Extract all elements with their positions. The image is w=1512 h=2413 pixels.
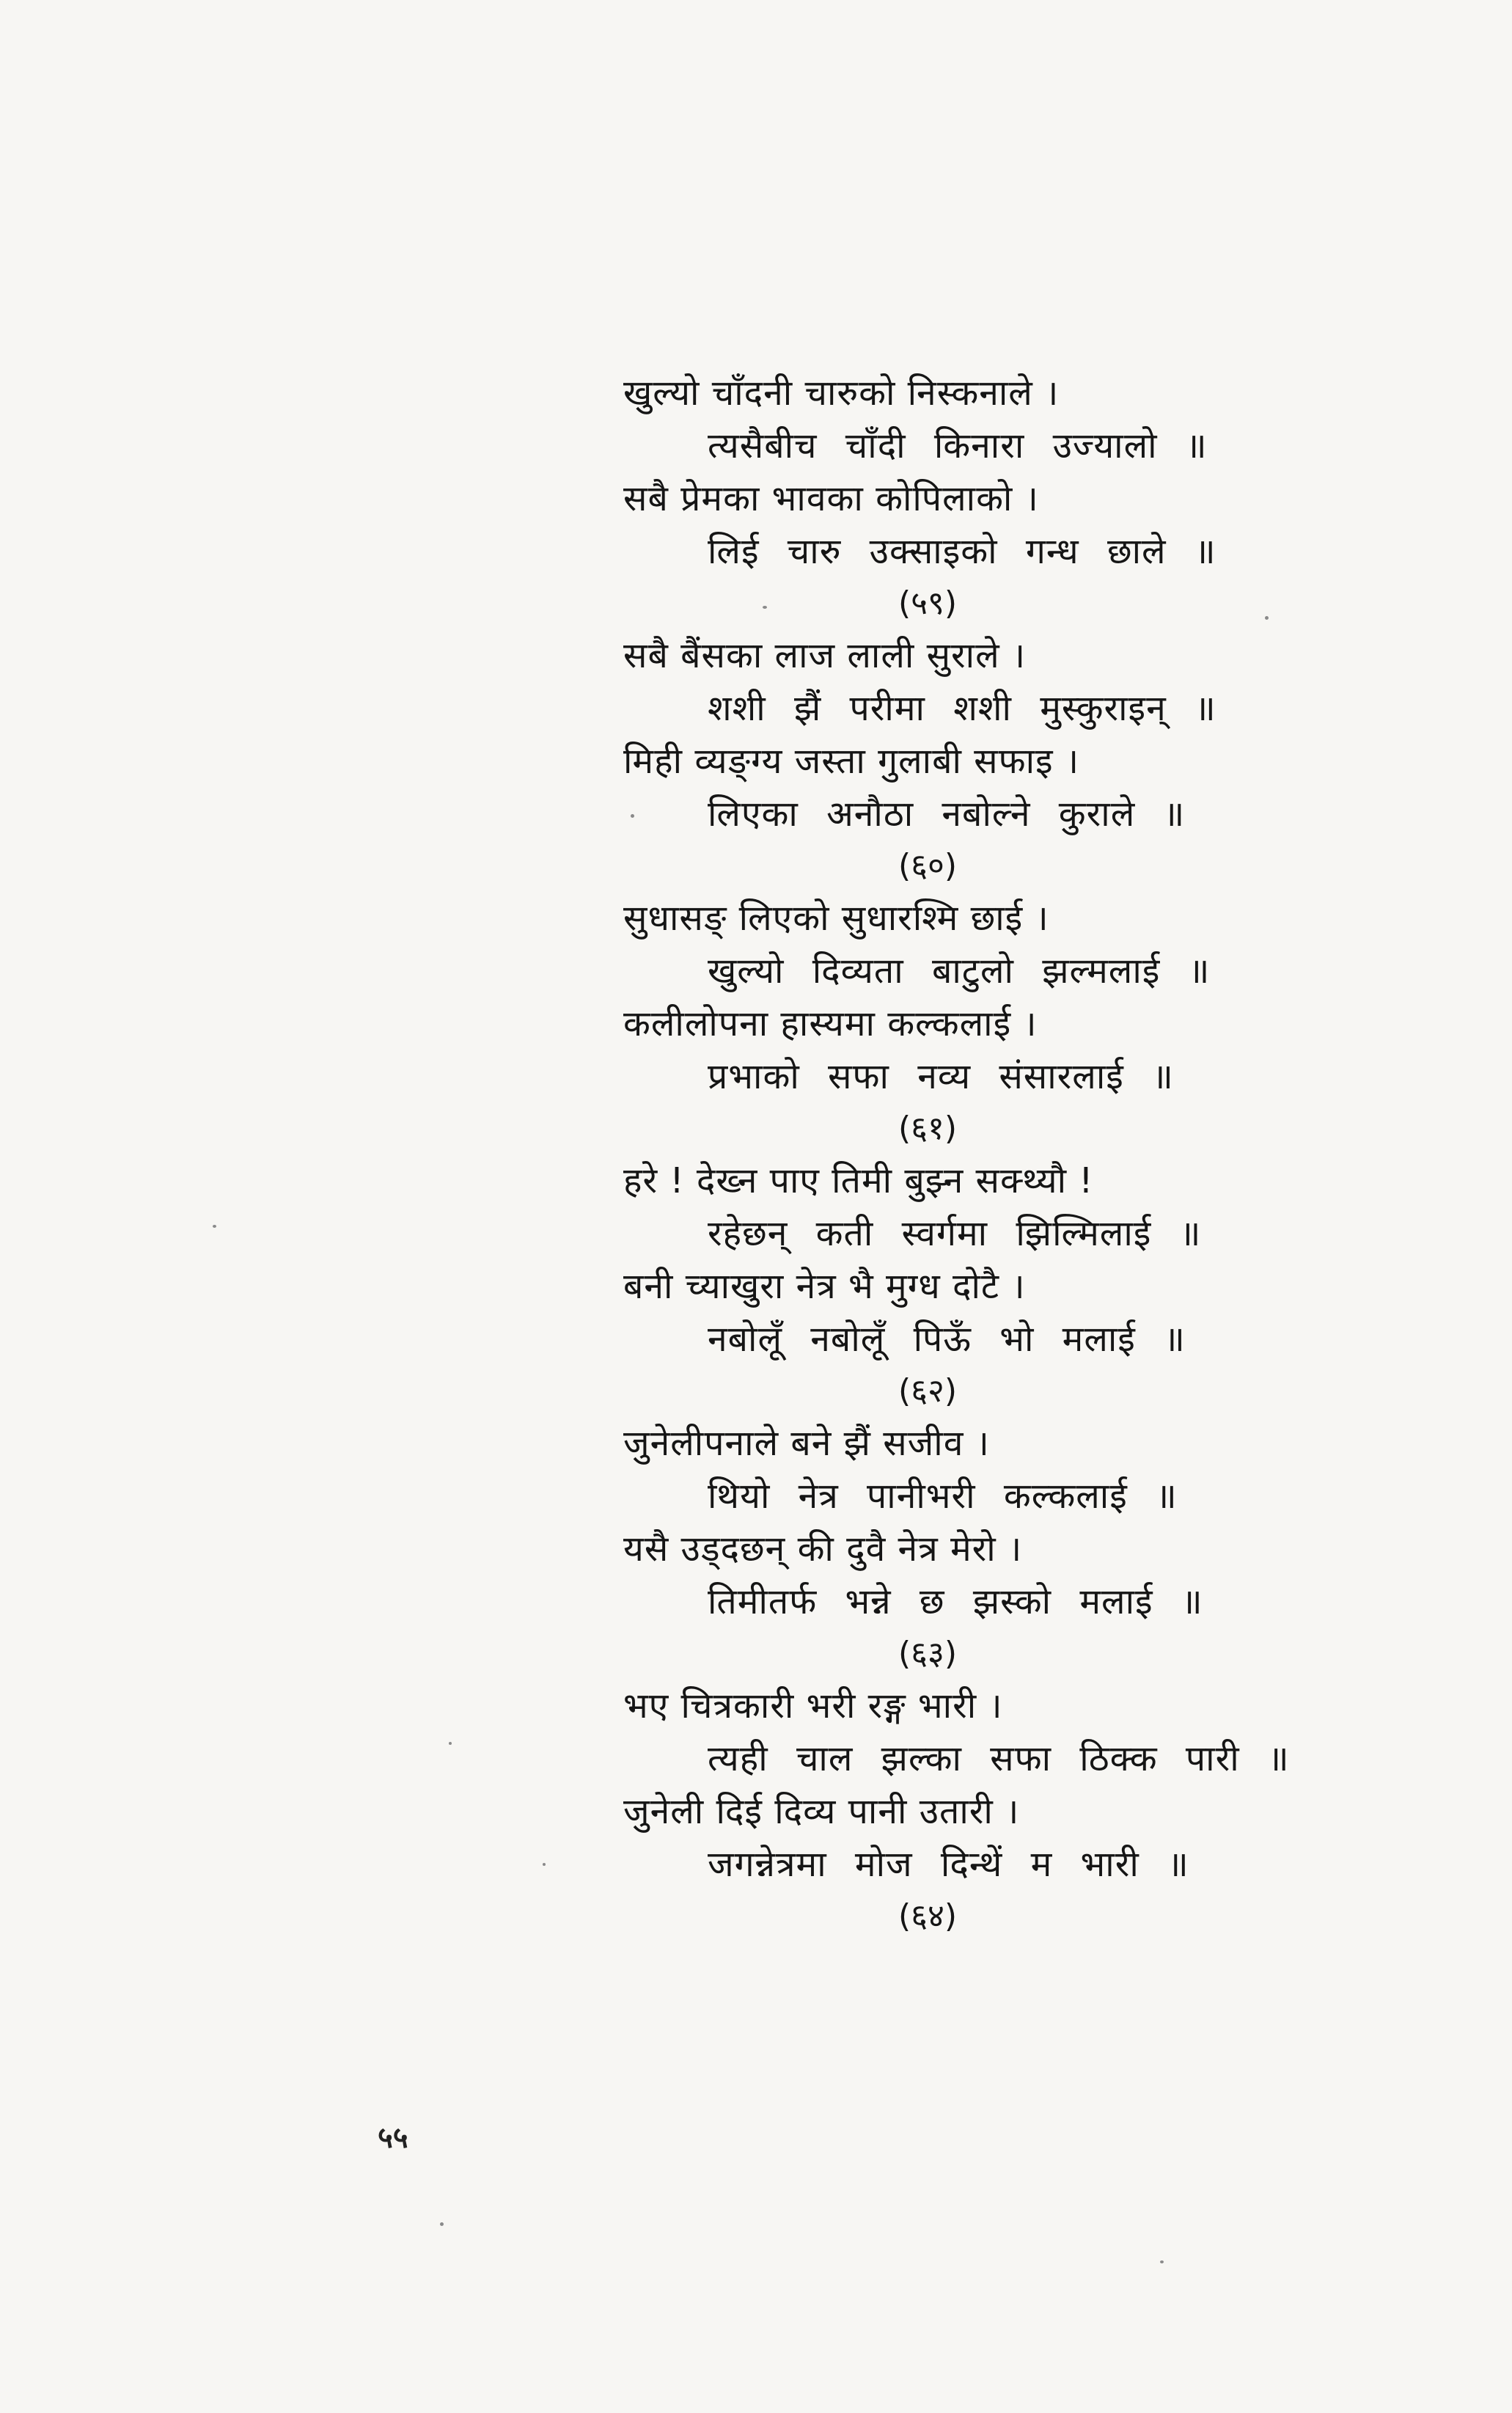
verse-line: बनी च्याखुरा नेत्र भै मुग्ध दोटै । [623,1266,1026,1307]
verse-line: जुनेलीपनाले बने झैं सजीव । [623,1423,990,1464]
verse-line: नबोलूँ नबोलूँ पिऊँ भो मलाई ॥ [708,1319,1186,1360]
stanza-60 [623,629,1254,892]
verse-line: जगन्नेत्रमा मोज दिन्थें म भारी ॥ [708,1844,1189,1885]
stanza-62 [623,1154,1254,1417]
scan-speck [631,814,634,818]
stanza-number: (६३) [898,1635,958,1672]
verse-line: थियो नेत्र पानीभरी कल्कलाई ॥ [708,1476,1178,1517]
scan-speck [213,1225,216,1228]
verse-line: भए चित्रकारी भरी रङ्ग भारी । [623,1685,1003,1727]
verse-line: हरे ! देख्न पाए तिमी बुझ्न सक्थ्यौ ! [623,1160,1094,1201]
scan-speck [543,1863,546,1866]
verse-line: त्यसैबीच चाँदी किनारा उज्यालो ॥ [708,425,1208,466]
stanza-number: (६१) [898,1110,958,1147]
verse-line: जुनेली दिई दिव्य पानी उतारी । [623,1791,1020,1832]
verse-line: लिएका अनौठा नबोल्ने कुराले ॥ [708,794,1186,835]
scan-speck [440,2222,444,2226]
verse-line: यसै उड्दछन् की दुवै नेत्र मेरो । [623,1528,1023,1570]
stanza-61 [623,892,1254,1154]
verse-line: मिही व्यङ्ग्य जस्ता गुलाबी सफाइ । [623,741,1080,782]
verse-line: कलीलोपना हास्यमा कल्कलाई । [623,1003,1038,1044]
stanza-63 [623,1417,1254,1680]
stanza-number: (६०) [898,847,958,885]
scan-speck [763,606,767,609]
verse-line: खुल्यो दिव्यता बाटुलो झल्मलाई ॥ [708,951,1211,992]
stanza-number: (६४) [898,1897,958,1935]
stanza-number: (६२) [898,1372,958,1410]
scan-speck [1265,616,1269,620]
scan-speck [1160,2260,1164,2263]
stanza-number: (५९) [898,585,958,622]
verse-line: सुधासङ् लिएको सुधारश्मि छाई । [623,898,1049,939]
poem-body [623,367,1290,1942]
verse-line: सबै बैंसका लाज लाली सुराले । [623,635,1027,676]
page-number: ५५ [378,2121,408,2155]
stanza-64 [623,1680,1290,1942]
verse-line: तिमीतर्फ भन्ने छ झस्को मलाई ॥ [708,1581,1203,1622]
verse-line: रहेछन् कती स्वर्गमा झिल्मिलाई ॥ [708,1213,1202,1254]
verse-line: लिई चारु उक्साइको गन्ध छाले ॥ [708,531,1216,572]
stanza-59 [623,367,1254,629]
scan-speck [449,1742,452,1745]
verse-line: शशी झैं परीमा शशी मुस्कुराइन् ॥ [708,688,1216,729]
verse-line: सबै प्रेमका भावका कोपिलाको । [623,478,1039,519]
verse-line: त्यही चाल झल्का सफा ठिक्क पारी ॥ [708,1738,1290,1779]
verse-line: प्रभाको सफा नव्य संसारलाई ॥ [708,1056,1174,1097]
verse-line: खुल्यो चाँदनी चारुको निस्कनाले । [623,373,1060,414]
